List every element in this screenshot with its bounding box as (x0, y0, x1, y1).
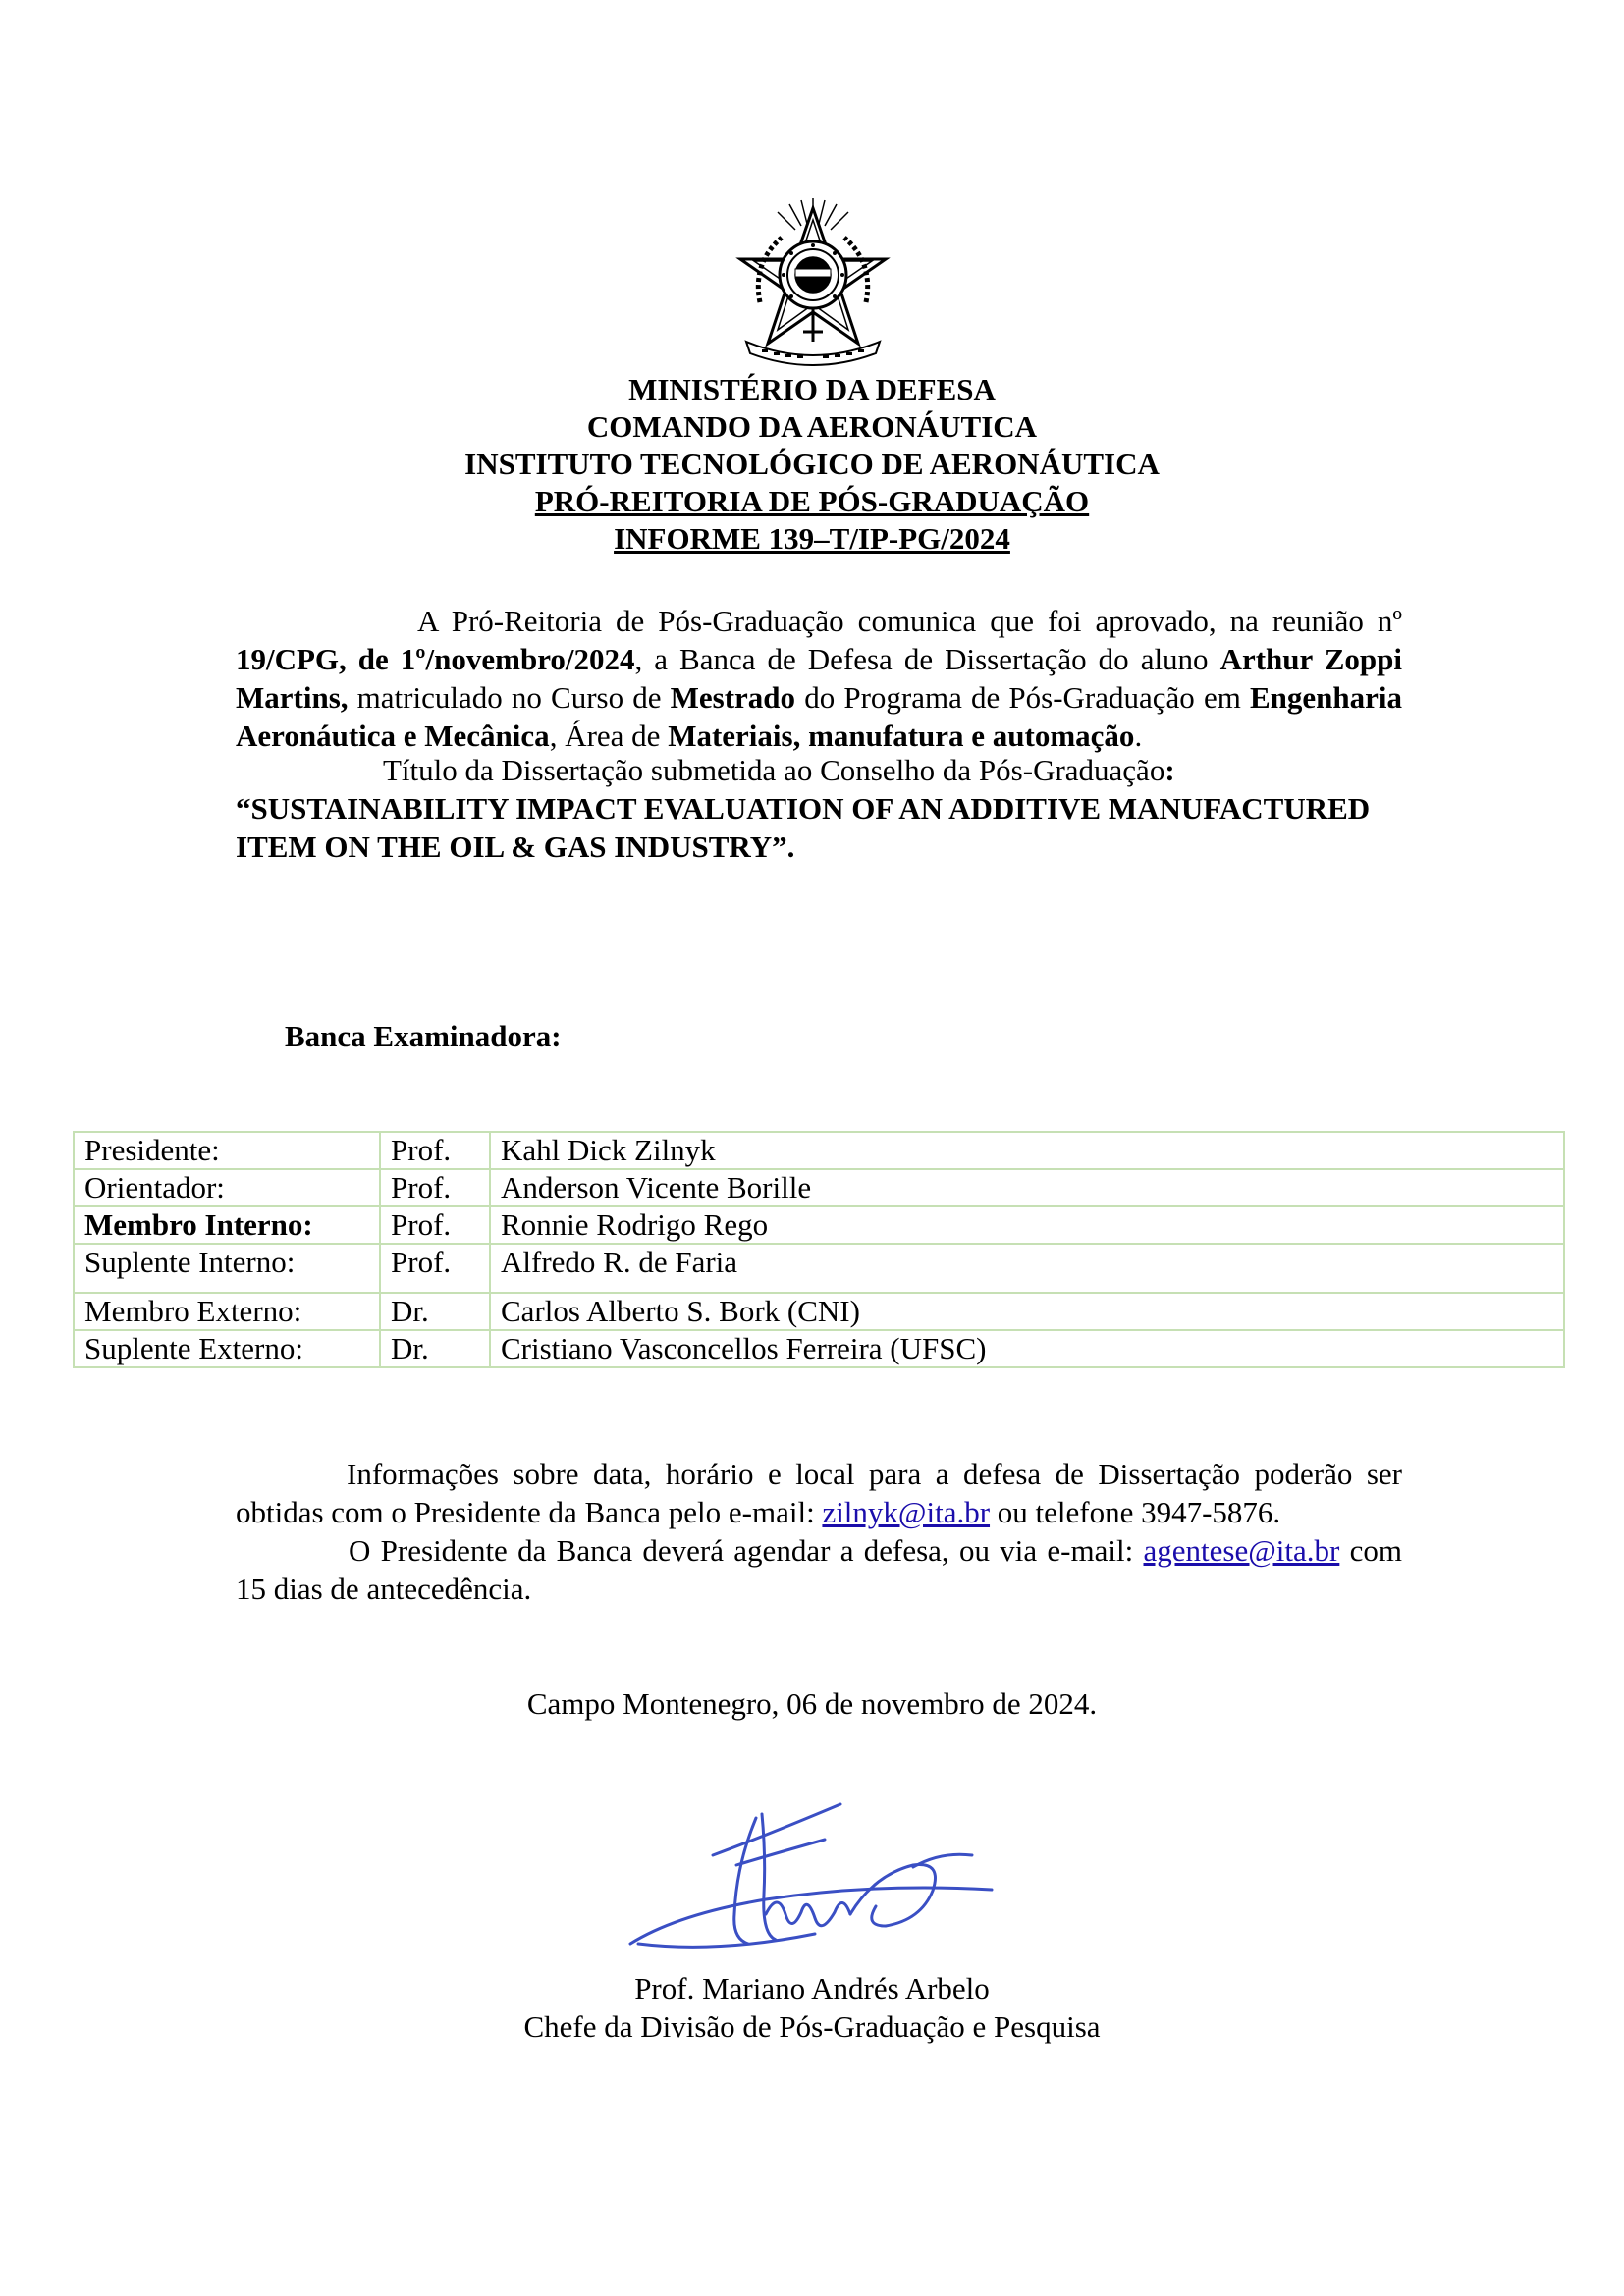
board-role: Suplente Interno: (74, 1244, 380, 1293)
board-title: Prof. (380, 1206, 490, 1244)
signer-block (0, 1969, 1624, 2046)
p1-text-3: , a Banca de Defesa de Dissertação do aluno (634, 642, 1220, 676)
banca-heading: Banca Examinadora: (285, 1019, 562, 1053)
board-member-name: Cristiano Vasconcellos Ferreira (UFSC) (490, 1330, 1564, 1367)
board-title: Dr. (380, 1293, 490, 1330)
board-member-name: Ronnie Rodrigo Rego (490, 1206, 1564, 1244)
p1-meeting: 19/CPG, de 1º/novembro/2024 (236, 642, 635, 676)
table-row (74, 1169, 1564, 1206)
dissertation-title: “SUSTAINABILITY IMPACT EVALUATION OF AN ADDITIVE MANUFACTURED ITEM ON THE OIL & GAS INDUSTRY”. (236, 791, 1371, 864)
board-member-name: Kahl Dick Zilnyk (490, 1132, 1564, 1169)
header-command: COMANDO DA AERONÁUTICA (586, 409, 1038, 444)
approval-paragraph (236, 602, 1402, 755)
p1-text-7: do Programa de Pós-Graduação em (795, 680, 1250, 715)
board-title: Prof. (380, 1244, 490, 1293)
brazil-coat-of-arms-icon (732, 194, 894, 366)
board-member-name: Alfredo R. de Faria (490, 1244, 1564, 1293)
place-date: Campo Montenegro, 06 de novembro de 2024. (526, 1686, 1098, 1721)
examination-board-table (73, 1131, 1565, 1368)
board-role: Presidente: (74, 1132, 380, 1169)
info-text-2: ou telefone 3947-5876. (990, 1495, 1281, 1529)
table-row (74, 1293, 1564, 1330)
header-institute: INSTITUTO TECNOLÓGICO DE AERONÁUTICA (464, 447, 1160, 481)
p1-text-9: , Área de (549, 719, 669, 753)
agentese-email-link[interactable]: agentese@ita.br (1143, 1533, 1340, 1568)
header-pro-rectory: PRÓ-REITORIA DE PÓS-GRADUAÇÃO (534, 484, 1090, 518)
p1-course: Mestrado (670, 680, 796, 715)
header-notice-number: INFORME 139–T/IP-PG/2024 (614, 521, 1010, 556)
signer-name: Prof. Mariano Andrés Arbelo (634, 1971, 990, 2005)
header-ministry: MINISTÉRIO DA DEFESA (628, 372, 996, 406)
p1-text-1: A Pró-Reitoria de Pós-Graduação comunica que foi aprovado, na reunião nº (417, 604, 1402, 638)
info-text-3: O Presidente da Banca deverá agendar a defesa, ou via e-mail: (349, 1533, 1144, 1568)
table-row (74, 1244, 1564, 1293)
p1-program: Engenharia Aeronáutica e Mecânica (236, 680, 1402, 753)
p1-student-name: Arthur Zoppi Martins, (236, 642, 1402, 715)
p1-text-5: matriculado no Curso de (348, 680, 671, 715)
p2-intro: Título da Dissertação submetida ao Conselho da Pós-Graduação (383, 753, 1165, 787)
p2-colon: : (1164, 753, 1175, 787)
board-member-name: Carlos Alberto S. Bork (CNI) (490, 1293, 1564, 1330)
board-role: Suplente Externo: (74, 1330, 380, 1367)
document-header (0, 371, 1624, 558)
board-title: Prof. (380, 1169, 490, 1206)
dissertation-title-paragraph (236, 751, 1402, 866)
board-role: Membro Interno: (74, 1206, 380, 1244)
board-role: Membro Externo: (74, 1293, 380, 1330)
board-title: Prof. (380, 1132, 490, 1169)
table-row (74, 1132, 1564, 1169)
table-row (74, 1330, 1564, 1367)
president-email-link[interactable]: zilnyk@ita.br (822, 1495, 991, 1529)
table-row (74, 1206, 1564, 1244)
signer-position: Chefe da Divisão de Pós-Graduação e Pesquisa (523, 2009, 1101, 2044)
defense-info-paragraph (236, 1455, 1402, 1608)
board-member-name: Anderson Vicente Borille (490, 1169, 1564, 1206)
board-role: Orientador: (74, 1169, 380, 1206)
board-title: Dr. (380, 1330, 490, 1367)
p1-area: Materiais, manufatura e automação (668, 719, 1135, 753)
handwritten-signature (619, 1796, 1011, 1973)
p1-text-11: . (1134, 719, 1143, 753)
info-text-4: com 15 dias de antecedência. (236, 1533, 1402, 1606)
info-text-1: Informações sobre data, horário e local para a defesa de Dissertação poderão ser obtidas com o Presidente da Banca pelo e-mail: (236, 1457, 1402, 1529)
